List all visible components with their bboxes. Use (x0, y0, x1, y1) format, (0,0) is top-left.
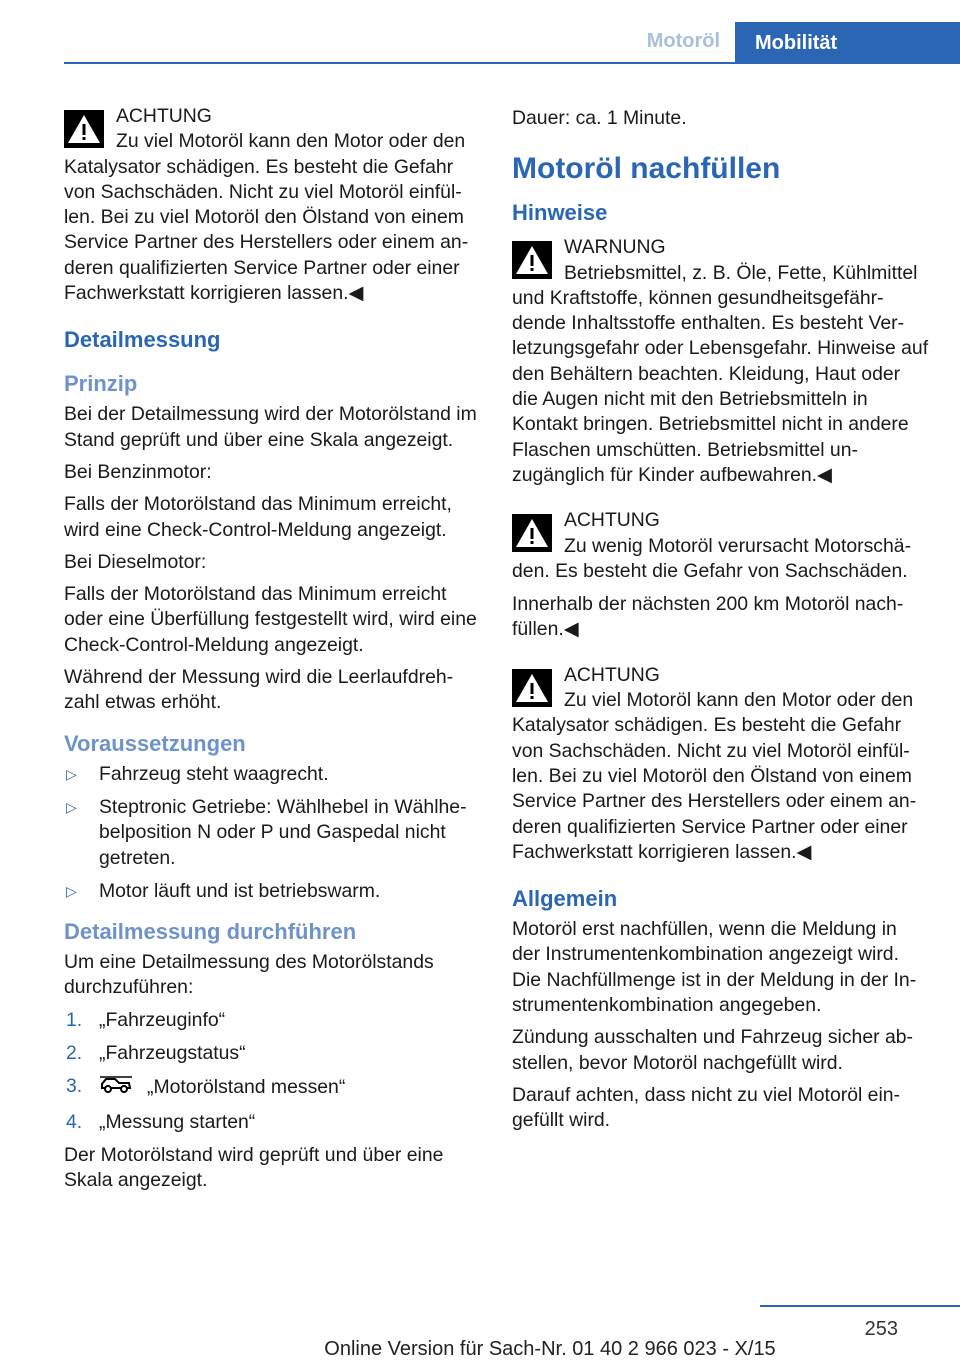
paragraph: Motoröl erst nachfüllen, wenn die Meldung in der Instrumentenkombination angezeigt wird. Die Nachfüllmenge ist in der Meldung in der Instrumentenkombination angegeben. (512, 918, 917, 1017)
paragraph: Bei Dieselmotor: (64, 550, 207, 573)
paragraph: Um eine Detailmessung des Motorölstands durchzuführen: (64, 951, 434, 999)
step-item: 4. „Messung starten“ (66, 1110, 256, 1133)
warning-text: Betriebsmittel, z. B. Öle, Fette, Kühlmittel und Kraftstoffe, können gesundheitsgefährdende Inhaltsstoffe enthalten. Es besteht Verletzungsgefahr oder Lebensgefahr. Hinweise auf den Behältern beachten. Kleidung, Haut oder die Augen nicht mit den Betriebsmitteln in Kontakt bringen. Betriebsmittel nicht in andere Flaschen umschütten. Betriebsmittel unzugänglich für Kinder aufbewahren.◀ (512, 261, 929, 486)
header-tab-mobilitaet[interactable]: Mobilität (735, 22, 960, 64)
caution-block (512, 659, 930, 865)
paragraph: Bei der Detailmessung wird der Motorölstand im Stand geprüft und über eine Skala angezeigt. (64, 403, 477, 451)
warning-triangle-icon (512, 514, 552, 552)
warning-text: Zu wenig Motoröl verursacht Motorschäden. Es besteht die Gefahr von Sachschäden. (512, 534, 912, 582)
warning-triangle-icon (64, 110, 104, 148)
warning-title: ACHTUNG (564, 663, 660, 686)
page-number: 253 (864, 1318, 898, 1340)
warning-title: ACHTUNG (564, 509, 660, 532)
paragraph: Falls der Motorölstand das Minimum erreicht, wird eine Check-Control-Meldung angezeigt. (64, 493, 452, 541)
list-item: ▷ Fahrzeug steht waagrecht. (64, 762, 482, 787)
page-title-motoroel-nachfuellen: Motoröl nachfüllen (512, 152, 781, 186)
right-column (512, 100, 930, 1141)
warning-block (64, 100, 482, 306)
left-column (64, 100, 482, 1201)
warning-title: ACHTUNG (116, 105, 212, 127)
paragraph: Darauf achten, dass nicht zu viel Motoröl eingefüllt wird. (512, 1083, 901, 1132)
paragraph: Während der Messung wird die Leerlaufdrehzahl etwas erhöht. (64, 666, 454, 714)
triangle-bullet-icon: ▷ (66, 798, 77, 815)
list-item: ▷ Steptronic Getriebe: Wählhebel in Wählhebelposition N oder P und Gaspedal nicht getreten. (66, 795, 467, 869)
triangle-bullet-icon: ▷ (66, 882, 77, 899)
paragraph: Der Motorölstand wird geprüft und über eine Skala angezeigt. (64, 1143, 444, 1192)
subheading-detailmessung-durchfuehren: Detailmessung durchführen (64, 919, 357, 945)
footer-version-text: Online Version für Sach-Nr. 01 40 2 966 023 - X/15 (324, 1338, 776, 1360)
section-heading-detailmessung: Detailmessung (64, 327, 221, 353)
list-item: ▷ Motor läuft und ist betriebswarm. (64, 879, 482, 904)
warning-triangle-icon (512, 669, 552, 707)
warning-triangle-icon (512, 241, 552, 279)
section-heading-allgemein: Allgemein (512, 886, 618, 912)
step-item: 1. „Fahrzeuginfo“ (66, 1008, 226, 1031)
requirements-list (64, 762, 482, 904)
warning-text: Zu viel Motoröl kann den Motor oder den Katalysator schädigen. Es besteht die Gefahr von Sachschäden. Nicht zu viel Motoröl einfüllen. Bei zu viel Motoröl den Ölstand von einem Service Partner des Herstellers oder einem anderen qualifizierten Service Partner oder einer Fachwerkstatt korrigieren lassen.◀ (512, 689, 917, 863)
paragraph: Falls der Motorölstand das Minimum erreicht oder eine Überfüllung festgestellt wird, wird eine Check-Control-Meldung angezeigt. (64, 583, 477, 656)
paragraph: Innerhalb der nächsten 200 km Motoröl nachfüllen.◀ (512, 593, 904, 641)
subheading-voraussetzungen: Voraussetzungen (64, 730, 246, 756)
subheading-prinzip: Prinzip (64, 371, 138, 397)
header-tab-motoroel[interactable]: Motoröl (646, 30, 720, 52)
step-item: 3. „Motorölstand messen“ (64, 1074, 482, 1101)
paragraph: Bei Benzinmotor: (64, 460, 212, 483)
steps-list (64, 1008, 482, 1135)
warning-text: Zu viel Motoröl kann den Motor oder den Katalysator schädigen. Es besteht die Gefahr von Sachschäden. Nicht zu viel Motoröl einfüllen. Bei zu viel Motoröl den Ölstand von einem Service Partner des Herstellers oder einem anderen qualifizierten Service Partner oder einer Fachwerkstatt korrigieren lassen.◀ (64, 130, 469, 305)
step-item: 2. „Fahrzeugstatus“ (66, 1042, 246, 1065)
car-status-icon (99, 1074, 133, 1101)
paragraph: Zündung ausschalten und Fahrzeug sicher abstellen, bevor Motoröl nachgefüllt wird. (512, 1026, 914, 1074)
caution-block (512, 504, 930, 584)
warning-block (512, 231, 930, 488)
section-heading-hinweise: Hinweise (512, 200, 608, 226)
footer-rule (760, 1305, 960, 1307)
triangle-bullet-icon: ▷ (66, 765, 77, 782)
warning-title: WARNUNG (564, 236, 666, 259)
paragraph: Dauer: ca. 1 Minute. (512, 107, 687, 129)
